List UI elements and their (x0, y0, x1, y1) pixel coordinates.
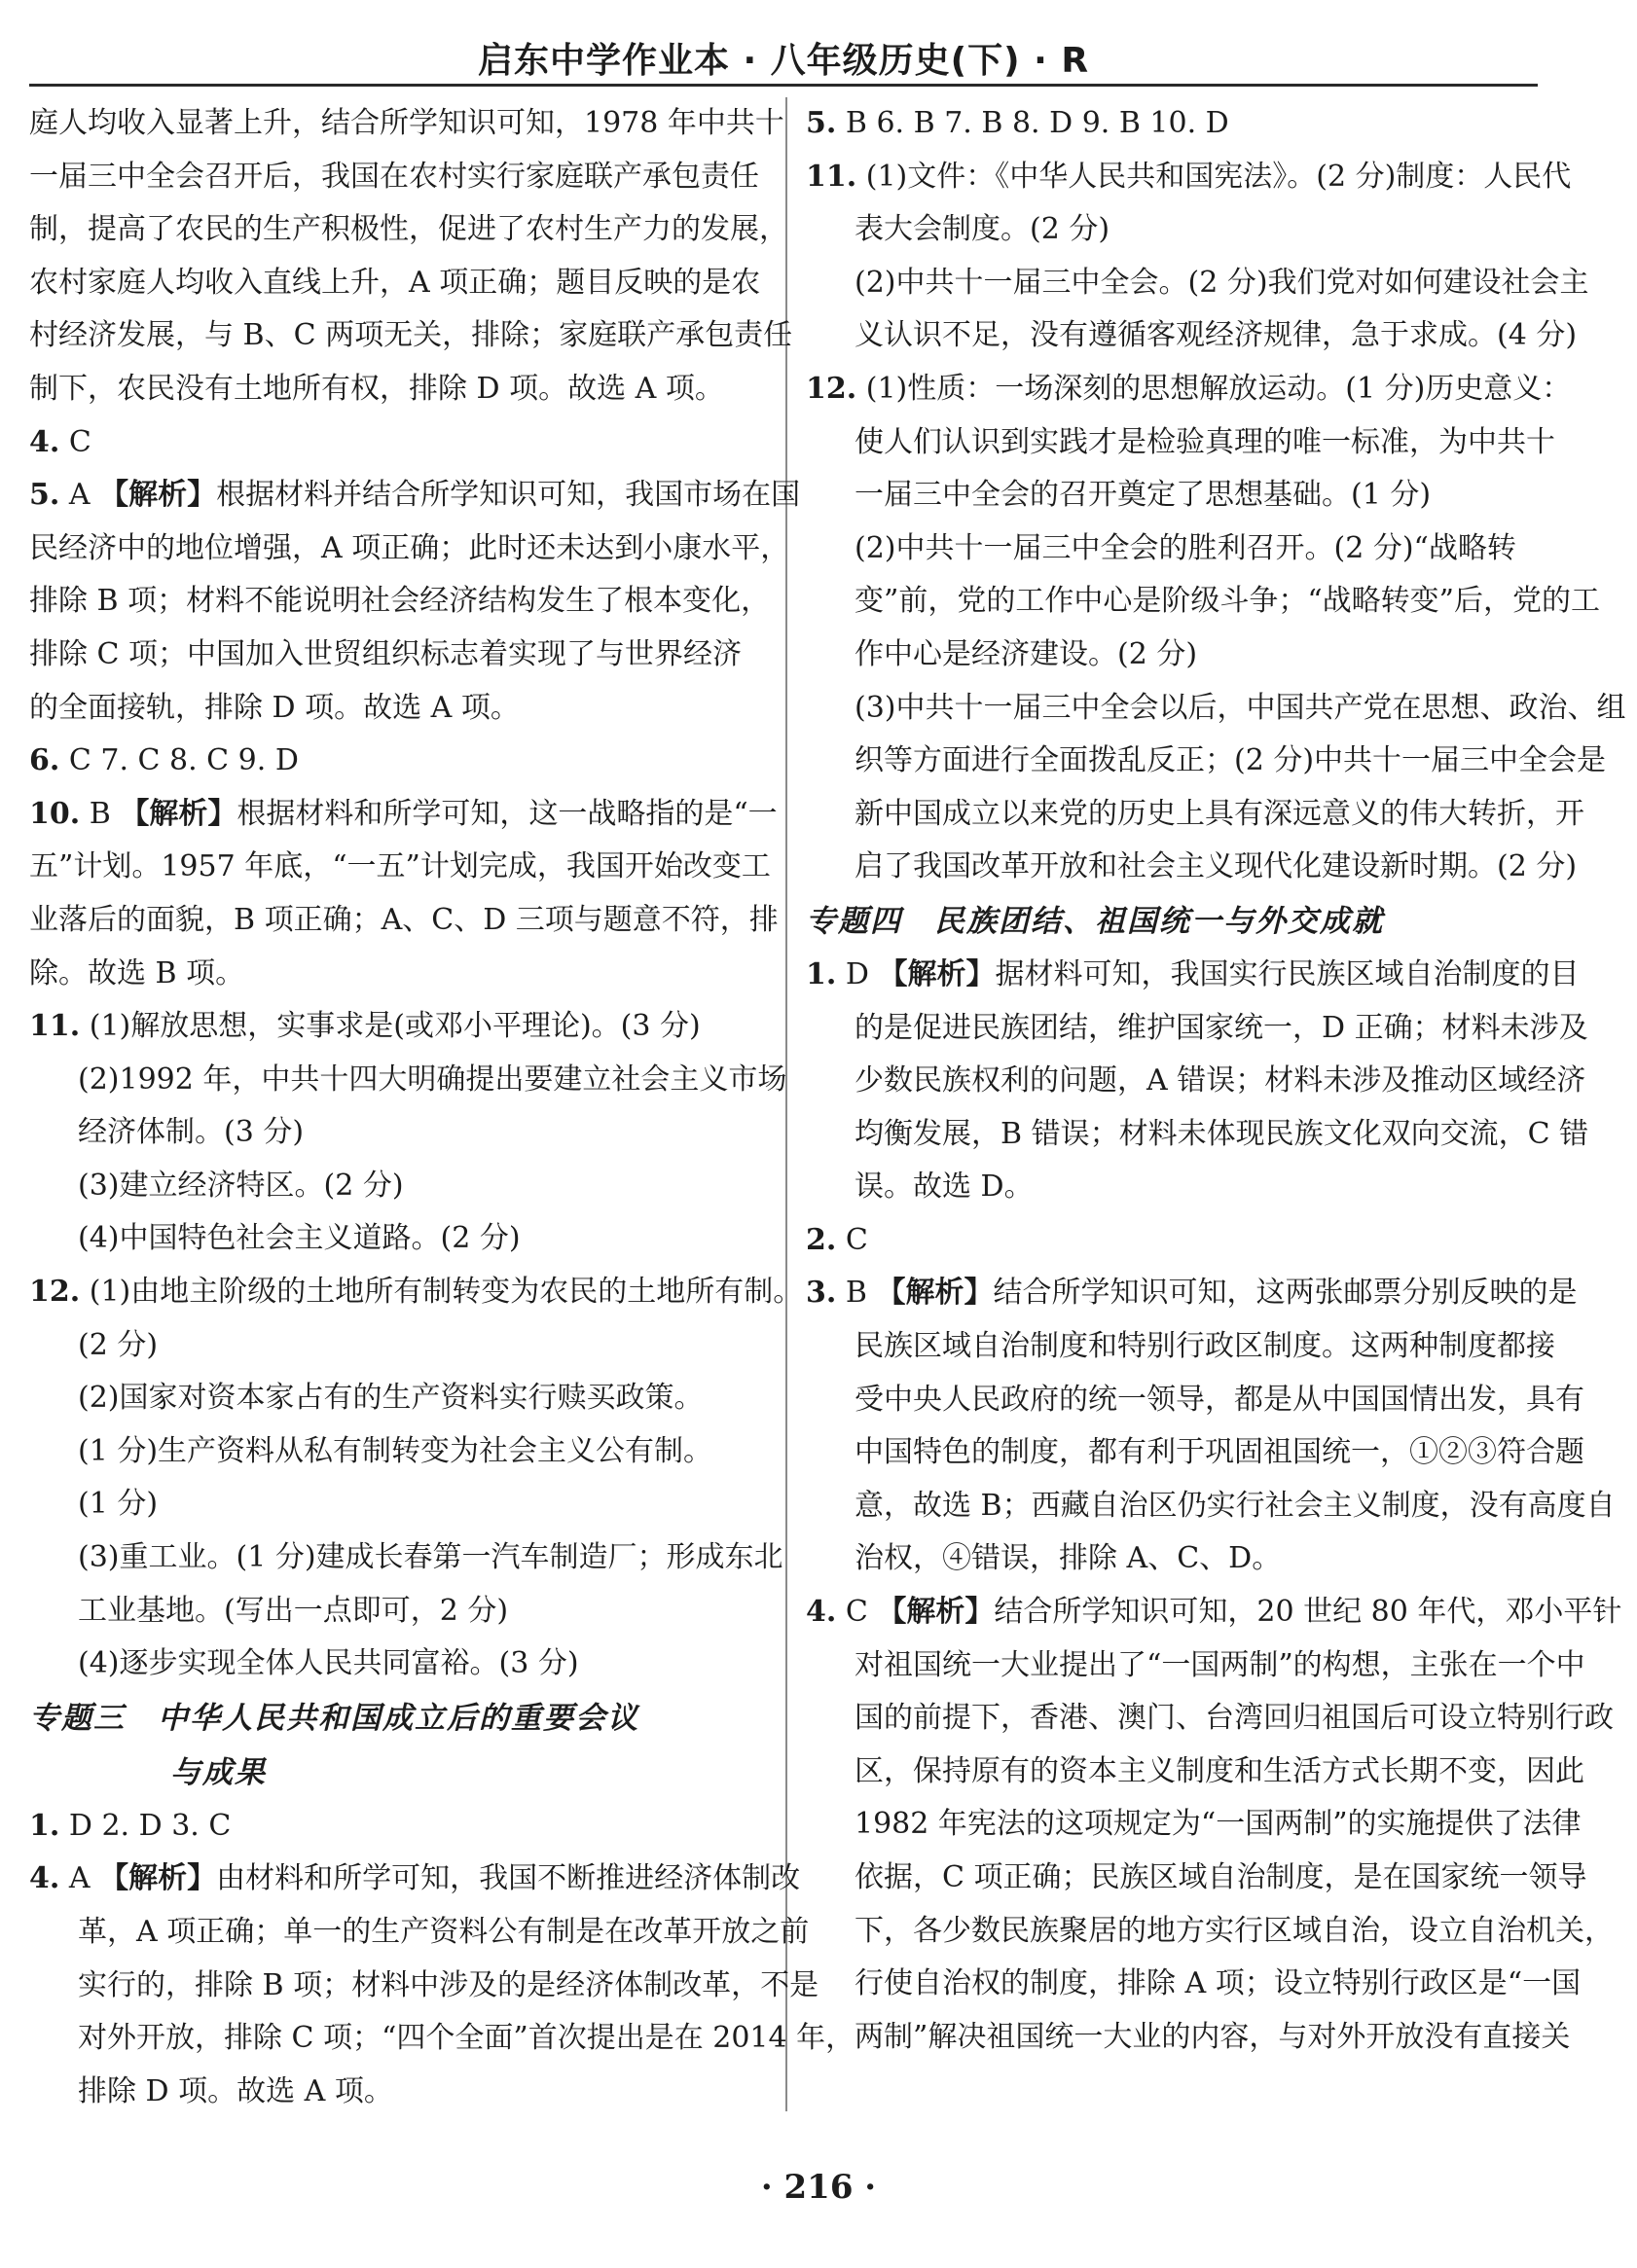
answer-line (29, 788, 778, 842)
answer-item (29, 788, 779, 1000)
answer-text: 专题四 民族团结、祖国统一与外交成就 (806, 903, 1384, 939)
answer-line (29, 151, 765, 204)
answer-text: (1)性质：一场深刻的思想解放运动。(1 分)历史意义： (865, 371, 1572, 406)
answer-text: 新中国成立以来党的历史上具有深远意义的伟大转折，开 (855, 796, 1584, 831)
answer-line (806, 2011, 1571, 2065)
answer-text: 村经济发展，与 B、C 两项无关，排除；家庭联产承包责任 (29, 318, 793, 353)
answer-line (806, 682, 1626, 736)
answer-item (29, 1800, 765, 1854)
answer-line (806, 1746, 1584, 1799)
answer-text: 治权，④错误，排除 A、C、D。 (855, 1541, 1282, 1576)
answer-line (806, 1586, 1622, 1639)
answer-text: (3)重工业。(1 分)建成长春第一汽车制造厂；形成东北 (78, 1540, 783, 1575)
answer-text: 国的前提下，香港、澳门、台湾回归祖国后可设立特别行政 (855, 1701, 1614, 1736)
answer-line (29, 522, 790, 576)
answer-text: 排除 B 项；材料不能说明社会经济结构发生了根本变化， (29, 584, 771, 619)
answer-line (806, 788, 1584, 842)
answer-line (29, 1960, 819, 2013)
answer-text: 对外开放，排除 C 项；“四个全面”首次提出是在 2014 年， (78, 2021, 855, 2056)
answer-text: 误。故选 D。 (855, 1170, 1034, 1205)
answer-text: 除。故选 B 项。 (29, 955, 245, 990)
answer-text: 革，A 项正确；单一的生产资料公有制是在改革开放之前 (78, 1915, 810, 1949)
answer-line (29, 2012, 855, 2066)
answer-text: 使人们认识到实践才是检验真理的唯一标准，为中共十 (855, 424, 1555, 459)
answer-text: 1982 年宪法的这项规定为“一国两制”的实施提供了法律 (855, 1807, 1582, 1842)
answer-line (806, 949, 1580, 1002)
answer-line (29, 309, 793, 363)
question-number: 3. (806, 1276, 837, 1311)
answer-line (29, 1425, 765, 1479)
answer-text: (4)中国特色社会主义道路。(2 分) (78, 1221, 521, 1256)
question-number: 1. (806, 956, 837, 991)
question-number: 4. (806, 1595, 837, 1630)
answer-line (29, 416, 765, 470)
answer-line (806, 257, 1589, 310)
answer-text: 排除 C 项；中国加入世贸组织标志着实现了与世界经济 (29, 636, 743, 671)
answer-text: C 7. C 8. C 9. D (68, 743, 299, 778)
answer-line (29, 1106, 765, 1160)
analysis-tag: 【解析】 (877, 1595, 995, 1630)
section-heading-line (29, 1691, 765, 1746)
answer-line (806, 1532, 1542, 1586)
analysis-tag: 【解析】 (876, 1276, 994, 1311)
answer-line (806, 1480, 1616, 1533)
answer-text: 五”计划。1957 年底，“一五”计划完成，我国开始改变工 (29, 849, 771, 884)
answer-line (29, 682, 765, 736)
answer-text: 受中央人民政府的统一领导，都是从中国国情出发，具有 (855, 1382, 1584, 1417)
answer-line (806, 735, 1607, 788)
answer-line (806, 575, 1601, 629)
answer-item (29, 469, 801, 735)
answer-line (29, 735, 765, 788)
answer-text: 变”前，党的工作中心是阶级斗争；“战略转变”后，党的工 (855, 584, 1601, 619)
answer-line (29, 948, 765, 1001)
section-heading (29, 1691, 765, 1800)
question-number: 12. (29, 1275, 81, 1310)
answer-line (29, 1906, 810, 1960)
question-number: 10. (29, 796, 81, 831)
answer-text: (2)中共十一届三中全会。(2 分)我们党对如何建设社会主 (855, 265, 1589, 300)
analysis-text: 据材料可知，我国实行民族区域自治制度的目 (995, 956, 1580, 991)
answer-text: 与成果 (170, 1754, 267, 1790)
section-heading-line (29, 1746, 765, 1800)
answer-line (806, 1426, 1584, 1480)
answer-text: 制，提高了农民的生产积极性，促进了农村生产力的发展， (29, 212, 788, 247)
question-number: 5. (29, 478, 60, 513)
answer-item (806, 1586, 1622, 2064)
answer-text: 启了我国改革开放和社会主义现代化建设新时期。(2 分) (855, 849, 1578, 884)
answer-item (806, 97, 1542, 151)
answer-text: 意，故选 B；西藏自治区仍实行社会主义制度，没有高度自 (855, 1488, 1616, 1523)
answer-text: 依据，C 项正确；民族区域自治制度，是在国家统一领导 (855, 1860, 1587, 1894)
answer-text: (2)国家对资本家占有的生产资料实行赎买政策。 (78, 1381, 704, 1416)
question-number: 11. (806, 159, 857, 194)
answer-item (29, 1000, 787, 1266)
answer-line (806, 1798, 1582, 1852)
answer-line (29, 1800, 765, 1854)
answer-text: C (845, 1222, 868, 1257)
answer-text: B (845, 1276, 877, 1311)
answer-line (806, 1108, 1589, 1162)
answer-text: 经济体制。(3 分) (78, 1115, 305, 1150)
answer-line (29, 1054, 787, 1107)
page-number: · 216 · (760, 2168, 877, 2207)
question-number: 1. (29, 1808, 60, 1843)
answer-text: (1)解放思想，实事求是(或邓小平理论)。(3 分) (89, 1009, 701, 1044)
answer-text: 庭人均收入显著上升，结合所学知识可知，1978 年中共十 (29, 106, 784, 140)
answer-line (806, 629, 1542, 682)
answer-text: 行使自治权的制度，排除 A 项；设立特别行政区是“一国 (855, 1966, 1582, 2001)
question-number: 12. (806, 371, 857, 406)
answer-text: 实行的，排除 B 项；材料中涉及的是经济体制改革，不是 (78, 1967, 819, 2002)
answer-text: A (68, 1861, 100, 1896)
question-number: 11. (29, 1009, 81, 1044)
analysis-text: 由材料和所学可知，我国不断推进经济体制改 (216, 1861, 801, 1896)
question-number: 5. (806, 106, 837, 140)
answer-text: (1 分)生产资料从私有制转变为社会主义公有制。 (78, 1433, 713, 1468)
answer-line (806, 522, 1542, 576)
answer-line (29, 203, 788, 257)
page-header (29, 19, 1538, 87)
answer-item (806, 1267, 1616, 1586)
answer-line (806, 1214, 1542, 1268)
answer-line (29, 2066, 765, 2119)
answer-line (29, 1212, 765, 1266)
answer-line (29, 629, 765, 682)
answer-text: 的是促进民族团结，维护国家统一，D 正确；材料未涉及 (855, 1010, 1588, 1045)
analysis-text: 根据材料并结合所学知识可知，我国市场在国 (216, 478, 801, 513)
answer-line (29, 1319, 765, 1373)
analysis-tag: 【解析】 (878, 956, 996, 991)
analysis-text: 结合所学知识可知，这两张邮票分别反映的是 (993, 1276, 1578, 1311)
answer-line (29, 575, 771, 629)
question-number: 4. (29, 424, 60, 459)
answer-text: 下，各少数民族聚居的地方实行区域自治，设立自治机关， (855, 1913, 1614, 1948)
answer-line (806, 1161, 1542, 1214)
analysis-tag: 【解析】 (120, 796, 237, 831)
answer-line (29, 841, 771, 894)
answer-text: (4)逐步实现全体人民共同富裕。(3 分) (78, 1646, 579, 1681)
answer-line (29, 1160, 765, 1213)
answer-text: 一届三中全会召开后，我国在农村实行家庭联产承包责任 (29, 159, 759, 194)
answer-text: B (89, 796, 121, 831)
answer-line (806, 841, 1578, 894)
answer-line (29, 257, 765, 310)
answer-line (806, 1374, 1584, 1427)
answer-item (29, 97, 793, 416)
section-heading (806, 894, 1542, 949)
answer-item (806, 151, 1589, 363)
answer-text: 两制”解决祖国统一大业的内容，与对外开放没有直接关 (855, 2019, 1571, 2054)
answer-text: 一届三中全会的召开奠定了思想基础。(1 分) (855, 478, 1432, 513)
answer-text: 的全面接轨，排除 D 项。故选 A 项。 (29, 690, 520, 725)
answer-text: 民经济中的地位增强，A 项正确；此时还未达到小康水平， (29, 530, 790, 565)
answer-text: C (68, 424, 91, 459)
answer-item (29, 416, 765, 470)
answer-text: 均衡发展，B 错误；材料未体现民族文化双向交流，C 错 (855, 1116, 1589, 1151)
answer-item (29, 1853, 855, 2118)
answer-item (29, 735, 765, 788)
answer-line (29, 469, 801, 522)
answer-line (29, 894, 779, 948)
analysis-tag: 【解析】 (99, 478, 217, 513)
answer-text: 少数民族权利的问题，A 错误；材料未涉及推动区域经济 (855, 1063, 1586, 1098)
answer-line (29, 1266, 803, 1319)
answer-line (806, 1320, 1555, 1374)
answer-line (806, 1905, 1614, 1959)
answer-line (29, 1853, 801, 1906)
answer-text: (1)文件：《中华人民共和国宪法》。(2 分)制度：人民代 (865, 159, 1572, 194)
answer-line (806, 363, 1572, 416)
answer-line (806, 203, 1542, 257)
answer-line (29, 1000, 765, 1054)
answer-line (806, 416, 1555, 470)
answer-line (806, 97, 1542, 151)
answer-text: (1 分) (78, 1487, 159, 1522)
answer-line (806, 1692, 1614, 1746)
answer-line (806, 1002, 1588, 1056)
answer-text: (2)中共十一届三中全会的胜利召开。(2 分)“战略转 (855, 530, 1516, 565)
answer-line (29, 1478, 765, 1531)
answer-text: 排除 D 项。故选 A 项。 (78, 2073, 393, 2108)
answer-text: 农村家庭人均收入直线上升，A 项正确；题目反映的是农 (29, 265, 761, 300)
question-number: 6. (29, 743, 60, 778)
analysis-tag: 【解析】 (99, 1861, 217, 1896)
answer-text: 业落后的面貌，B 项正确；A、C、D 三项与题意不符，排 (29, 902, 779, 937)
section-heading-line (806, 894, 1542, 949)
answer-text: (3)中共十一届三中全会以后，中国共产党在思想、政治、组 (855, 690, 1626, 725)
answer-text: B 6. B 7. B 8. D 9. B 10. D (845, 106, 1229, 140)
answer-line (29, 1585, 765, 1638)
answer-text: 民族区域自治制度和特别行政区制度。这两种制度都接 (855, 1329, 1555, 1364)
answer-item (29, 1266, 803, 1691)
right-column (806, 97, 1626, 2064)
answer-line (29, 1531, 783, 1585)
answer-item (806, 1214, 1542, 1268)
answer-text: 工业基地。(写出一点即可，2 分) (78, 1593, 509, 1628)
answer-text: 织等方面进行全面拨乱反正；(2 分)中共十一届三中全会是 (855, 743, 1607, 778)
answer-line (29, 363, 765, 416)
answer-text: 义认识不足，没有遵循客观经济规律，急于求成。(4 分) (855, 318, 1578, 353)
answer-text: (2)1992 年，中共十四大明确提出要建立社会主义市场 (78, 1062, 787, 1097)
answer-text: (3)建立经济特区。(2 分) (78, 1168, 404, 1203)
answer-text: 专题三 中华人民共和国成立后的重要会议 (29, 1700, 639, 1736)
answer-line (806, 469, 1542, 522)
answer-line (29, 1638, 765, 1691)
answer-line (29, 97, 784, 151)
answer-line (806, 1852, 1587, 1905)
answer-text: 作中心是经济建设。(2 分) (855, 636, 1198, 671)
answer-line (806, 309, 1578, 363)
header-title: 启东中学作业本 · 八年级历史(下) · R (477, 41, 1090, 81)
analysis-text: 根据材料和所学可知，这一战略指的是“一 (236, 796, 778, 831)
answer-text: 表大会制度。(2 分) (855, 212, 1110, 247)
answer-text: C (845, 1595, 878, 1630)
answer-line (806, 1267, 1578, 1320)
analysis-text: 结合所学知识可知，20 世纪 80 年代，邓小平针 (994, 1595, 1622, 1630)
answer-line (806, 1639, 1585, 1693)
answer-text: 制下，农民没有土地所有权，排除 D 项。故选 A 项。 (29, 371, 724, 406)
answer-line (806, 1958, 1582, 2011)
answer-text: (2 分) (78, 1327, 159, 1362)
answer-text: (1)由地主阶级的土地所有制转变为农民的土地所有制。 (89, 1275, 803, 1310)
left-column (29, 97, 855, 2118)
question-number: 2. (806, 1222, 837, 1257)
answer-text: A (68, 478, 100, 513)
answer-item (806, 949, 1589, 1214)
answer-text: 区，保持原有的资本主义制度和生活方式长期不变，因此 (855, 1753, 1584, 1788)
answer-line (806, 1055, 1586, 1108)
answer-item (806, 363, 1626, 894)
answer-line (806, 151, 1572, 204)
answer-text: D 2. D 3. C (68, 1808, 232, 1843)
answer-line (29, 1372, 765, 1425)
question-number: 4. (29, 1861, 60, 1896)
answer-text: 对祖国统一大业提出了“一国两制”的构想，主张在一个中 (855, 1647, 1585, 1682)
answer-text: 中国特色的制度，都有利于巩固祖国统一，①②③符合题 (855, 1435, 1584, 1470)
answer-text: D (845, 956, 879, 991)
